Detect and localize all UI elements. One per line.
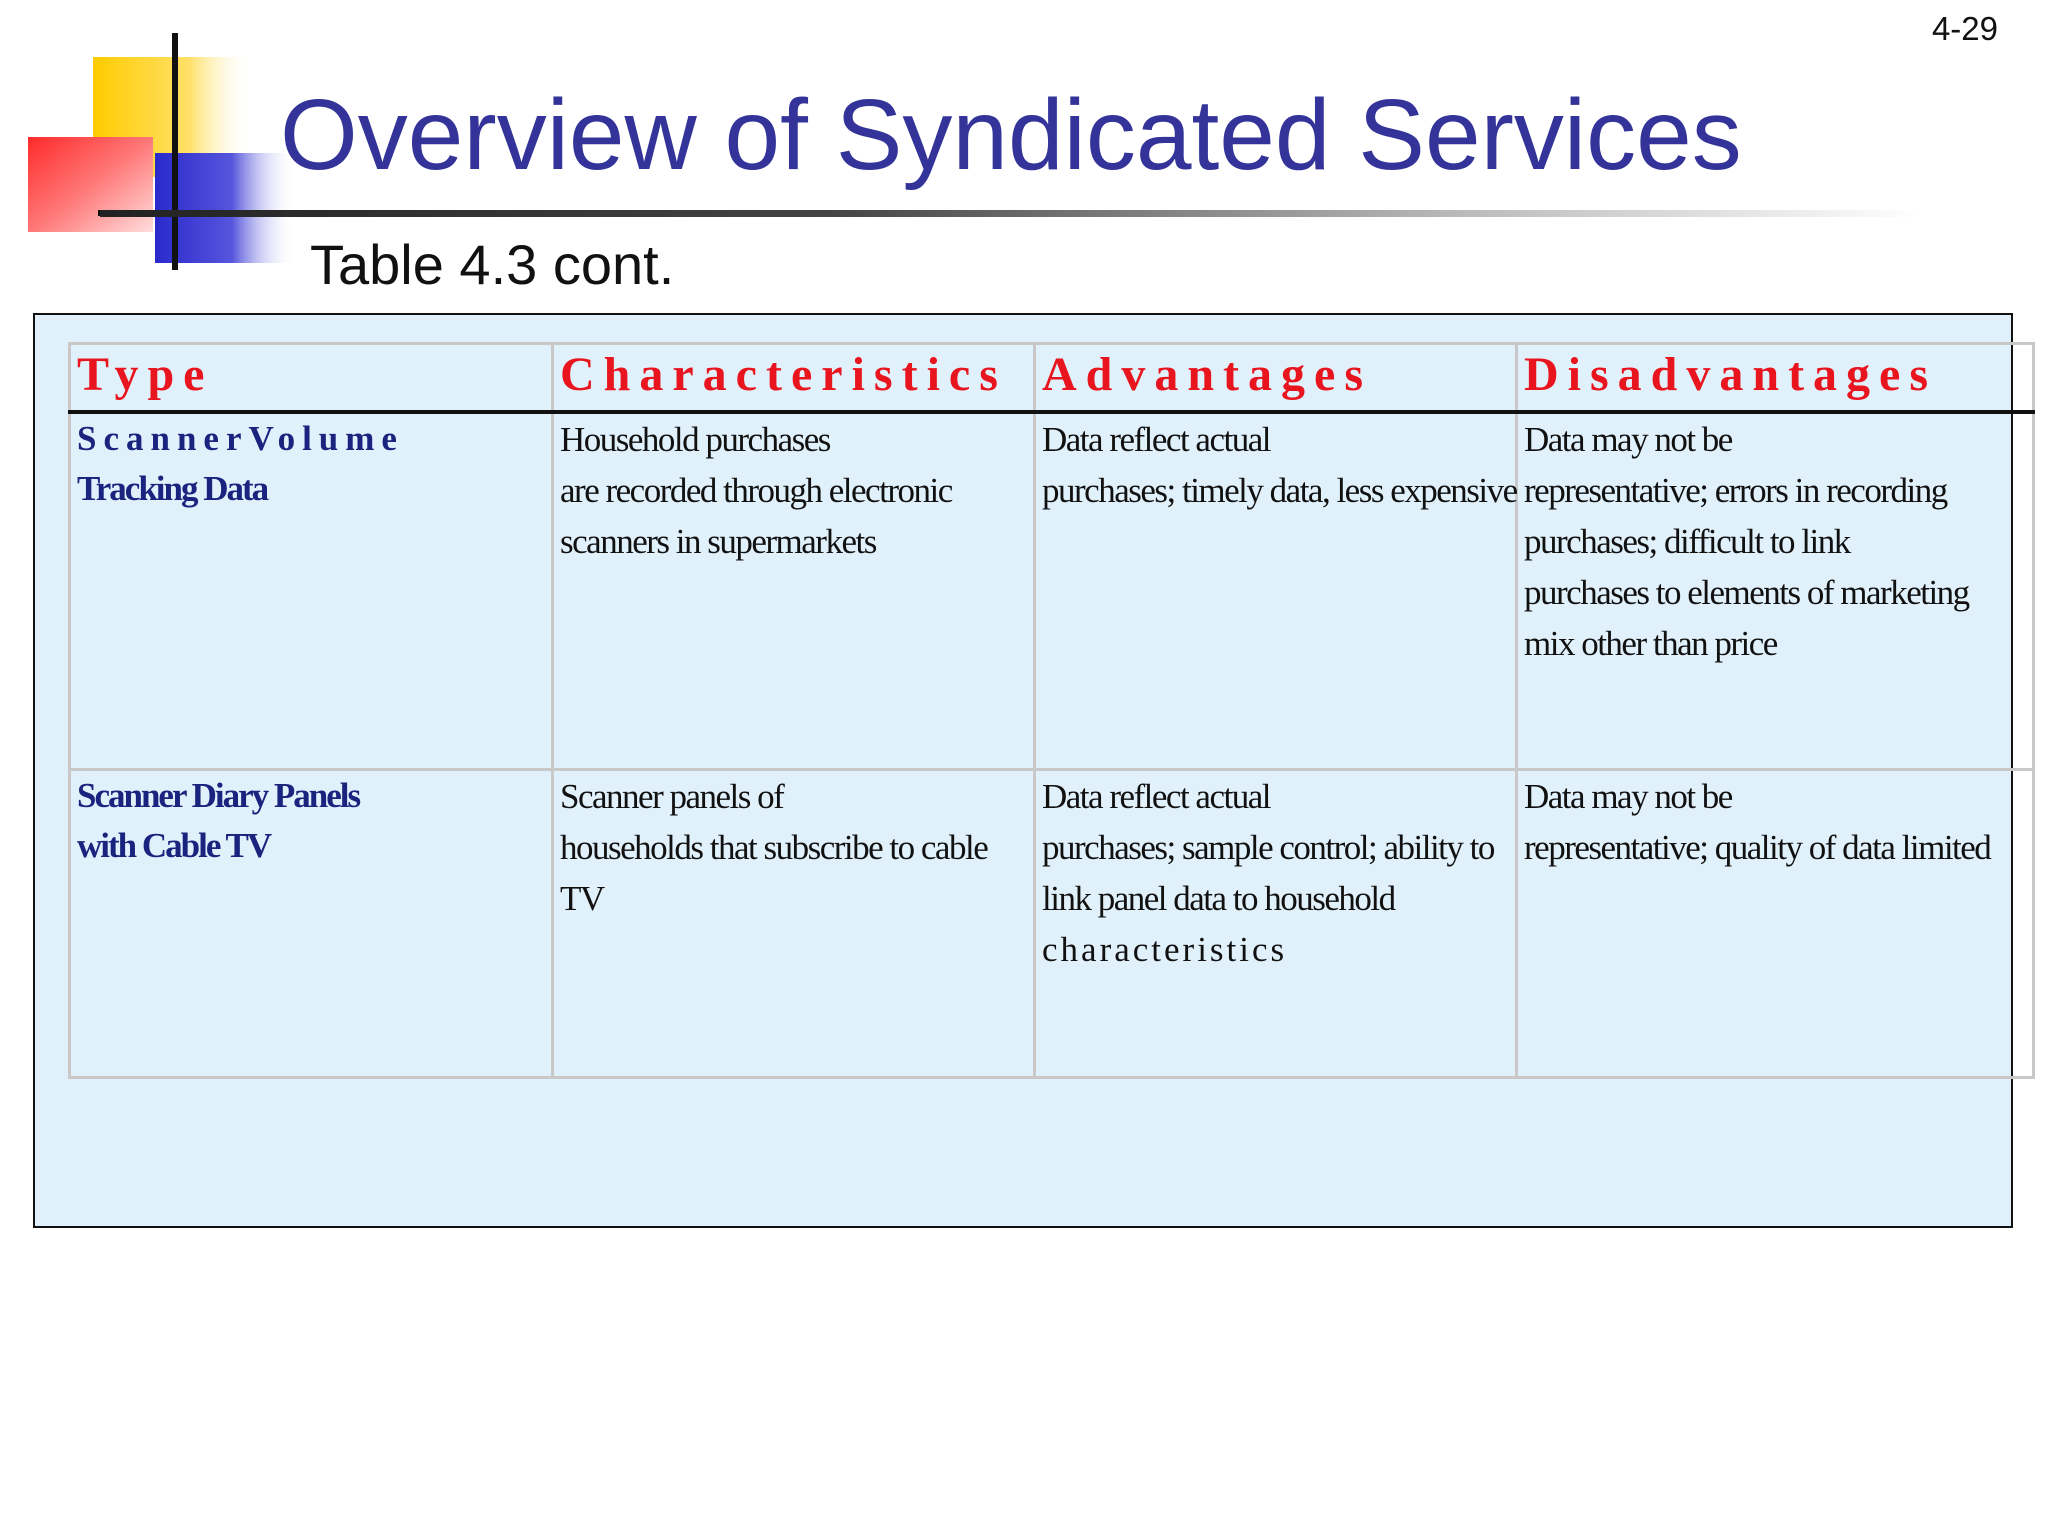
type-line: Scanner Diary Panels: [77, 776, 360, 815]
text-line: are recorded through electronic: [560, 470, 952, 510]
header-disadvantages: Disadvantages: [1517, 344, 2034, 412]
text-line: scanners in supermarkets: [560, 521, 876, 561]
text-line: Data reflect actual: [1042, 777, 1270, 816]
type-cell: [70, 770, 553, 1078]
table-header-row: [70, 344, 2034, 412]
text-line: households that subscribe to cable: [560, 828, 988, 867]
text-line: mix other than price: [1524, 623, 1777, 663]
slide-subtitle: Table 4.3 cont.: [310, 233, 675, 296]
characteristics-cell: [553, 412, 1035, 770]
slide-logo: [0, 0, 320, 290]
text-line: characteristics: [1042, 930, 1288, 969]
text-line: representative; quality of data limited: [1524, 828, 1991, 867]
text-line: TV: [560, 879, 604, 918]
logo-red-square: [28, 137, 153, 232]
text-line: purchases; timely data, less expensive: [1042, 470, 1517, 510]
text-line: purchases; sample control; ability to: [1042, 828, 1494, 867]
table-row: [70, 770, 2034, 1078]
disadvantages-cell: [1517, 412, 2034, 770]
text-line: Data reflect actual: [1042, 419, 1270, 459]
text-line: Data may not be: [1524, 777, 1732, 816]
table-panel: [33, 313, 2013, 1228]
header-type: Type: [70, 344, 553, 412]
slide-number: 4-29: [1931, 10, 1998, 47]
title-underline: [100, 210, 1920, 217]
syndicated-services-table: [68, 342, 2035, 1079]
header-characteristics: Characteristics: [553, 344, 1035, 412]
text-line: Household purchases: [560, 419, 830, 459]
text-line: link panel data to household: [1042, 879, 1395, 918]
text-line: Data may not be: [1524, 419, 1732, 459]
table-row: [70, 412, 2034, 770]
advantages-cell: [1035, 412, 1517, 770]
text-line: representative; errors in recording: [1524, 470, 1947, 510]
type-cell: [70, 412, 553, 770]
type-line: with Cable TV: [77, 826, 271, 865]
text-line: purchases; difficult to link: [1524, 521, 1850, 561]
header-advantages: Advantages: [1035, 344, 1517, 412]
advantages-cell: [1035, 770, 1517, 1078]
slide-title: Overview of Syndicated Services: [280, 79, 1742, 191]
type-line: ScannerVolume: [77, 418, 404, 458]
disadvantages-cell: [1517, 770, 2034, 1078]
type-line: Tracking Data: [77, 468, 268, 508]
logo-cross-vertical: [172, 33, 178, 270]
text-line: Scanner panels of: [560, 777, 784, 816]
text-line: purchases to elements of marketing: [1524, 572, 1969, 612]
characteristics-cell: [553, 770, 1035, 1078]
